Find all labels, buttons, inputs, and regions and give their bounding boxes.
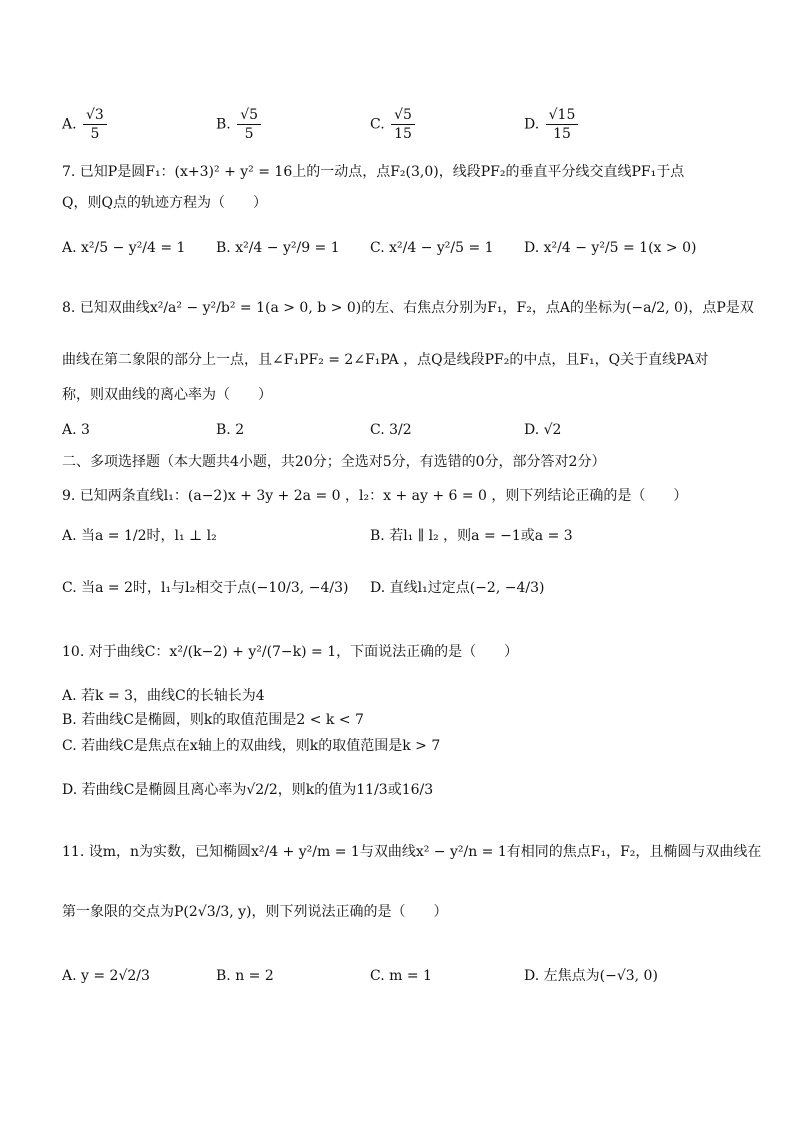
q7-option-d xyxy=(524,238,696,258)
q11-option-a xyxy=(62,966,150,986)
frac-num: √5 xyxy=(237,108,261,125)
q10-option-d: D. 若曲线C是椭圆且离心率为√2/2，则k的值为11/3或16/3 xyxy=(62,782,434,798)
frac-den: 15 xyxy=(394,126,412,142)
q7-option-b xyxy=(216,238,340,258)
q6-option-c xyxy=(370,108,417,141)
q6-b-frac xyxy=(237,108,261,141)
frac-den: 15 xyxy=(553,126,571,142)
option-text: x²/5 − y²/4 = 1 xyxy=(81,240,186,256)
option-label: D. xyxy=(524,422,540,438)
q10-option-c: C. 若曲线C是焦点在x轴上的双曲线，则k的取值范围是k > 7 xyxy=(62,738,441,754)
q11-line2: 第一象限的交点为P(2√3/3, y)，则下列说法正确的是（ ） xyxy=(62,904,448,920)
option-label: C. xyxy=(370,968,385,984)
q6-a-frac xyxy=(83,108,107,141)
frac-den: 5 xyxy=(244,126,254,142)
q9-stem: 9. 已知两条直线l₁：(a−2)x + 3y + 2a = 0 ，l₂：x + ay + 6 = 0 ，则下列结论正确的是（ ） xyxy=(62,488,688,504)
q10-option-a: A. 若k = 3，曲线C的长轴长为4 xyxy=(62,688,265,704)
q10-option-b: B. 若曲线C是椭圆，则k的取值范围是2 < k < 7 xyxy=(62,712,364,728)
q11-option-d xyxy=(524,966,658,986)
q8-option-d xyxy=(524,420,561,440)
q6-option-a xyxy=(62,108,109,141)
q8-formula: x²/a² − y²/b² = 1(a > 0, b > 0) xyxy=(149,300,362,316)
q9-option-d: D. 直线l₁过定点(−2, −4/3) xyxy=(370,580,545,596)
section-heading: 二、多项选择题（本大题共4小题，共20分；全选对5分，有选错的0分，部分答对2分） xyxy=(62,454,606,470)
option-text: 2 xyxy=(235,422,245,438)
option-label: B. xyxy=(216,116,231,133)
frac-num: √15 xyxy=(546,108,579,125)
q11-line1: 11. 设m，n为实数，已知椭圆x²/4 + y²/m = 1与双曲线x² − y²/n = 1有相同的焦点F₁，F₂，且椭圆与双曲线在 xyxy=(62,844,762,860)
q11-option-c xyxy=(370,966,432,986)
option-label: B. xyxy=(216,422,231,438)
option-label: A. xyxy=(62,116,77,133)
q9-option-c: C. 当a = 2时，l₁与l₂相交于点(−10/3, −4/3) xyxy=(62,580,349,596)
option-label: D. xyxy=(524,240,540,256)
option-label: B. xyxy=(216,240,231,256)
q6-d-frac xyxy=(546,108,579,141)
q8-line3: 称，则双曲线的离心率为（ ） xyxy=(62,387,272,403)
q10-stem: 10. 对于曲线C：x²/(k−2) + y²/(7−k) = 1，下面说法正确的是（ ） xyxy=(62,644,519,660)
q8-option-a xyxy=(62,420,90,440)
option-label: A. xyxy=(62,240,77,256)
option-label: A. xyxy=(62,968,77,984)
option-text: x²/4 − y²/5 = 1 xyxy=(389,240,494,256)
frac-num: √3 xyxy=(83,108,107,125)
option-label: D. xyxy=(524,968,540,984)
option-text: 3/2 xyxy=(389,422,412,438)
q7-line1: 7. 已知P是圆F₁：(x+3)² + y² = 16上的一动点，点F₂(3,0)，线段PF₂的垂直平分线交直线PF₁于点 xyxy=(62,164,685,180)
q9-option-a: A. 当a = 1/2时，l₁ ⊥ l₂ xyxy=(62,528,217,544)
option-label: A. xyxy=(62,422,77,438)
option-text: √2 xyxy=(543,422,562,438)
q9-option-b: B. 若l₁ ∥ l₂ ，则a = −1或a = 3 xyxy=(370,528,573,544)
q6-option-d xyxy=(524,108,580,141)
q8-text: ，点P是双 xyxy=(688,300,754,316)
option-label: C. xyxy=(370,240,385,256)
option-text: m = 1 xyxy=(389,968,432,984)
q7-option-a xyxy=(62,238,185,258)
q8-point-a: (−a/2, 0) xyxy=(625,300,689,316)
q8-option-c xyxy=(370,420,412,440)
q8-line2: 曲线在第二象限的部分上一点，且∠F₁PF₂ = 2∠F₁PA ，点Q是线段PF₂的中点，且F₁，Q关于直线PA对 xyxy=(62,352,709,368)
option-label: C. xyxy=(370,116,385,133)
q8-text: 的左、右焦点分别为F₁，F₂，点A的坐标为 xyxy=(361,300,626,316)
q8-text: 8. 已知双曲线 xyxy=(62,300,150,316)
option-text: 3 xyxy=(81,422,90,438)
option-text: 左焦点为(−√3, 0) xyxy=(543,968,658,984)
q8-line1 xyxy=(62,298,754,318)
q6-option-b xyxy=(216,108,263,141)
q11-option-b xyxy=(216,966,274,986)
q7-line2: Q，则Q点的轨迹方程为（ ） xyxy=(62,195,267,211)
frac-num: √5 xyxy=(391,108,415,125)
frac-den: 5 xyxy=(90,126,100,142)
option-label: D. xyxy=(524,116,540,133)
option-label: C. xyxy=(370,422,385,438)
option-text: x²/4 − y²/9 = 1 xyxy=(235,240,340,256)
q7-option-c xyxy=(370,238,494,258)
option-label: B. xyxy=(216,968,231,984)
option-text: x²/4 − y²/5 = 1(x > 0) xyxy=(543,240,697,256)
option-text: y = 2√2/3 xyxy=(81,968,150,984)
option-text: n = 2 xyxy=(235,968,274,984)
q6-c-frac xyxy=(391,108,415,141)
q8-option-b xyxy=(216,420,244,440)
